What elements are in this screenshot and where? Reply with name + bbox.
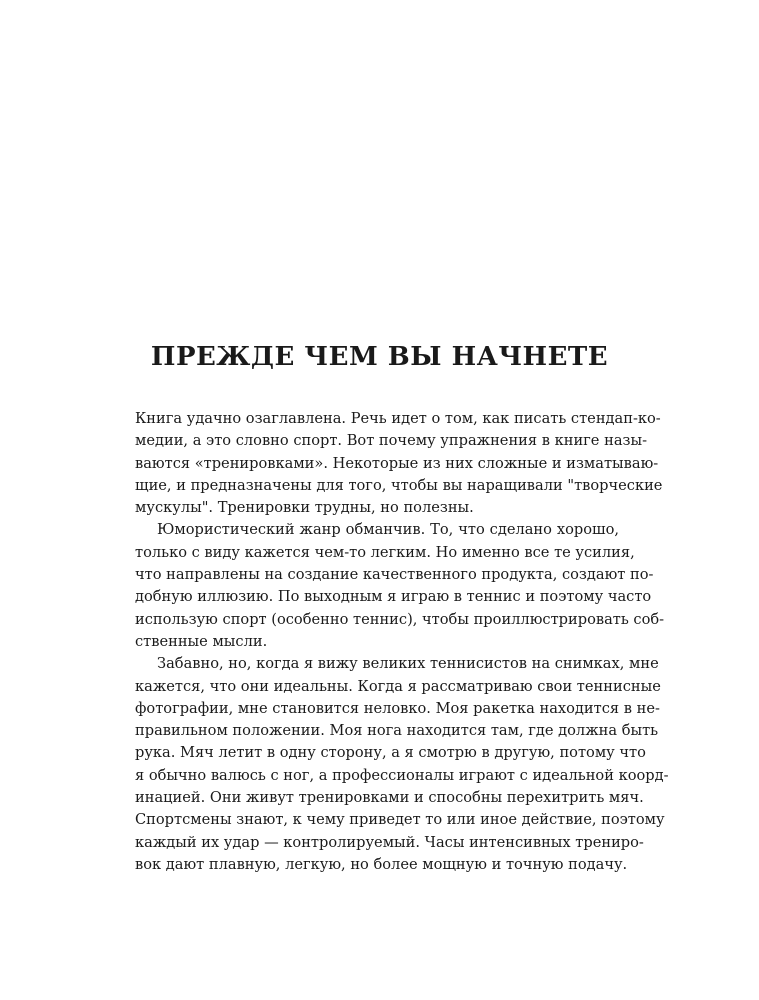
text-line: что направлены на создание качественного продукта, создают по- [135, 566, 654, 584]
text-line: мускулы". Тренировки трудны, но полезны. [135, 499, 474, 517]
text-line: медии, а это словно спорт. Вот почему упражнения в книге назы- [135, 432, 648, 450]
text-line: ваются «тренировками». Некоторые из них сложные и изматываю- [135, 454, 659, 472]
text-line: щие, и предназначены для того, чтобы вы наращивали "творческие [135, 476, 663, 494]
text-line: вок дают плавную, легкую, но более мощную и точную подачу. [135, 855, 628, 873]
text-line: рука. Мяч летит в одну сторону, а я смотрю в другую, потому что [135, 744, 646, 762]
text-line: только с виду кажется чем-то легким. Но именно все те усилия, [135, 543, 635, 561]
text-line: фотографии, мне становится неловко. Моя ракетка находится в не- [135, 699, 660, 717]
text-line: добную иллюзию. По выходным я играю в теннис и поэтому часто [135, 588, 652, 606]
text-line: каждый их удар — контролируемый. Часы интенсивных трениро- [135, 833, 644, 851]
text-line: инацией. Они живут тренировками и способны перехитрить мяч. [135, 789, 644, 807]
chapter-title: ПРЕЖДЕ ЧЕМ ВЫ НАЧНЕТЕ [150, 342, 609, 372]
text-line: Забавно, но, когда я вижу великих теннисистов на снимках, мне [157, 655, 659, 673]
text-line: Спортсмены знают, к чему приведет то или иное действие, поэтому [135, 811, 665, 829]
text-line: Книга удачно озаглавлена. Речь идет о том, как писать стендап-ко- [135, 410, 661, 427]
paragraph-1 [135, 408, 663, 519]
body-text [135, 408, 669, 876]
text-line: кажется, что они идеальны. Когда я рассматриваю свои теннисные [135, 677, 661, 695]
paragraph-3 [135, 653, 669, 876]
text-line: Юмористический жанр обманчив. То, что сделано хорошо, [157, 521, 619, 539]
text-line: правильном положении. Моя нога находится там, где должна быть [135, 722, 659, 740]
text-line: я обычно валюсь с ног, а профессионалы играют с идеальной коорд- [135, 766, 669, 784]
text-line: ственные мысли. [135, 632, 268, 650]
text-line: использую спорт (особенно теннис), чтобы проиллюстрировать соб- [135, 610, 665, 628]
paragraph-2 [135, 519, 665, 653]
